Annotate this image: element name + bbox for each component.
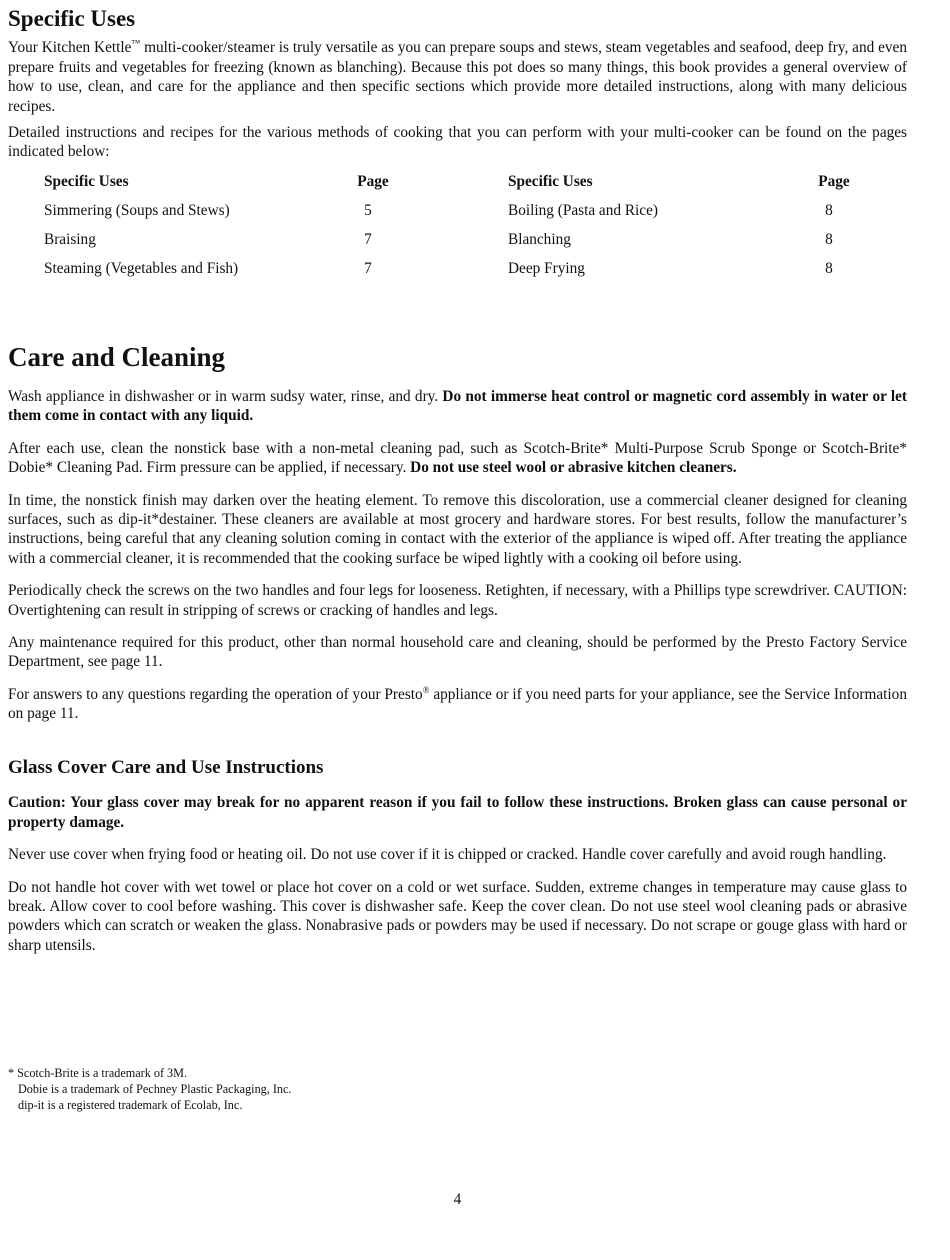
table-cell-page: 8 — [825, 259, 833, 277]
specific-uses-table — [8, 170, 907, 290]
glass-cover-heading: Glass Cover Care and Use Instructions — [8, 756, 324, 778]
table-cell-page: 8 — [825, 230, 833, 248]
table-cell-use: Simmering (Soups and Stews) — [44, 201, 230, 219]
table-cell-use: Braising — [44, 230, 96, 248]
section-spacer — [8, 737, 907, 757]
care-paragraph-screws: Periodically check the screws on the two handles and four legs for looseness. Retighten, if necessary, with a Phillips type screwdriver. CAUTION: Overtightening can result in stripping of screws or cracking of handles and legs. — [8, 582, 907, 619]
care-paragraph-wash: Wash appliance in dishwasher or in warm sudsy water, rinse, and dry. Do not immerse heat control or magnetic cord assembly in water or let them come in contact with any liquid. — [8, 387, 908, 425]
table-cell-page: 5 — [364, 201, 372, 219]
care-cleaning-heading: Care and Cleaning — [8, 341, 226, 372]
footnote-dobie: Dobie is a trademark of Pechney Plastic Packaging, Inc. — [18, 1081, 292, 1096]
table-cell-page: 7 — [364, 259, 372, 277]
table-cell-page: 8 — [825, 201, 833, 219]
footnote-scotch-brite: * Scotch-Brite is a trademark of 3M. — [8, 1066, 188, 1080]
glass-paragraph-use: Never use cover when frying food or heating oil. Do not use cover if it is chipped or cracked. Handle cover carefully and avoid rough handling. — [8, 846, 887, 864]
section-spacer — [8, 290, 907, 342]
table-header-page-right: Page — [818, 172, 850, 190]
care-paragraph-nonstick: After each use, clean the nonstick base with a non-metal cleaning pad, such as Scotch-Brite* Multi-Purpose Scrub Sponge or Scotch-Brite* Dobie* Cleaning Pad. Firm pressure can be applied, if necessary. Do not use steel wool or abrasive kitchen cleaners. — [8, 439, 907, 477]
table-cell-page: 7 — [364, 230, 372, 248]
trademark-footnotes — [8, 1066, 291, 1113]
page-content — [8, 6, 907, 968]
specific-uses-intro: Your Kitchen Kettle™ multi-cooker/steamer is truly versatile as you can prepare soups and stews, steam vegetables and seafood, deep fry, and even prepare fruits and vegetables for freezing (known as blanching). Because this pot does so many things, this book provides a general overview of how to use, clean, and care for the appliance and then specific sections which provide more detailed instructions, along with many delicious recipes. — [8, 38, 907, 115]
table-cell-use: Steaming (Vegetables and Fish) — [44, 259, 239, 277]
table-cell-use: Deep Frying — [508, 259, 585, 277]
specific-uses-heading: Specific Uses — [8, 6, 136, 31]
table-cell-use: Blanching — [508, 230, 571, 248]
specific-uses-detail: Detailed instructions and recipes for the various methods of cooking that you can perform with your multi-cooker can be found on the pages indicated below: — [8, 124, 907, 161]
page-number: 4 — [453, 1191, 462, 1208]
glass-paragraph-handling: Do not handle hot cover with wet towel or place hot cover on a cold or wet surface. Sudden, extreme changes in temperature may cause glass to break. Allow cover to cool before washing. This cover is dishwasher safe. Keep the cover clean. Do not use steel wool cleaning pads or abrasive powders which can scratch or weaken the glass. Nonabrasive pads or powders may be used if necessary. Do not scrape or gouge glass with hard or sharp utensils. — [8, 878, 907, 954]
care-paragraph-maintenance: Any maintenance required for this product, other than normal household care and cleaning, should be performed by the Presto Factory Service Department, see page 11. — [8, 633, 907, 671]
footnote-dip-it: dip-it is a registered trademark of Ecolab, Inc. — [18, 1097, 243, 1112]
table-header-use-left: Specific Uses — [44, 172, 129, 190]
trademark-symbol: ™ — [131, 38, 141, 49]
care-warning-steel-wool: Do not use steel wool or abrasive kitchen cleaners. — [410, 459, 737, 477]
table-cell-use: Boiling (Pasta and Rice) — [508, 201, 658, 219]
care-warning-immerse: Do not immerse heat control or magnetic cord assembly in water or let them come in contact with any liquid. — [8, 387, 908, 425]
table-header-use-right: Specific Uses — [508, 172, 593, 190]
care-paragraph-discoloration: In time, the nonstick finish may darken over the heating element. To remove this discoloration, use a commercial cleaner designed for cleaning surfaces, such as dip-it*destainer. These cleaners are available at most grocery and hardware stores. For best results, follow the manufacturer’s instructions, being careful that any cleaning solution coming in contact with the exterior of the appliance is wiped off. After treating the appliance with a commercial cleaner, it is recommended that the cooking surface be wiped lightly with a cooking oil before using. — [8, 491, 907, 567]
glass-caution: Caution: Your glass cover may break for no apparent reason if you fail to follow these instructions. Broken glass can cause personal or property damage. — [8, 794, 907, 831]
registered-symbol: ® — [422, 684, 430, 695]
care-paragraph-service: For answers to any questions regarding the operation of your Presto® appliance or if you need parts for your appliance, see the Service Information on page 11. — [8, 684, 907, 723]
table-header-page-left: Page — [357, 172, 389, 190]
